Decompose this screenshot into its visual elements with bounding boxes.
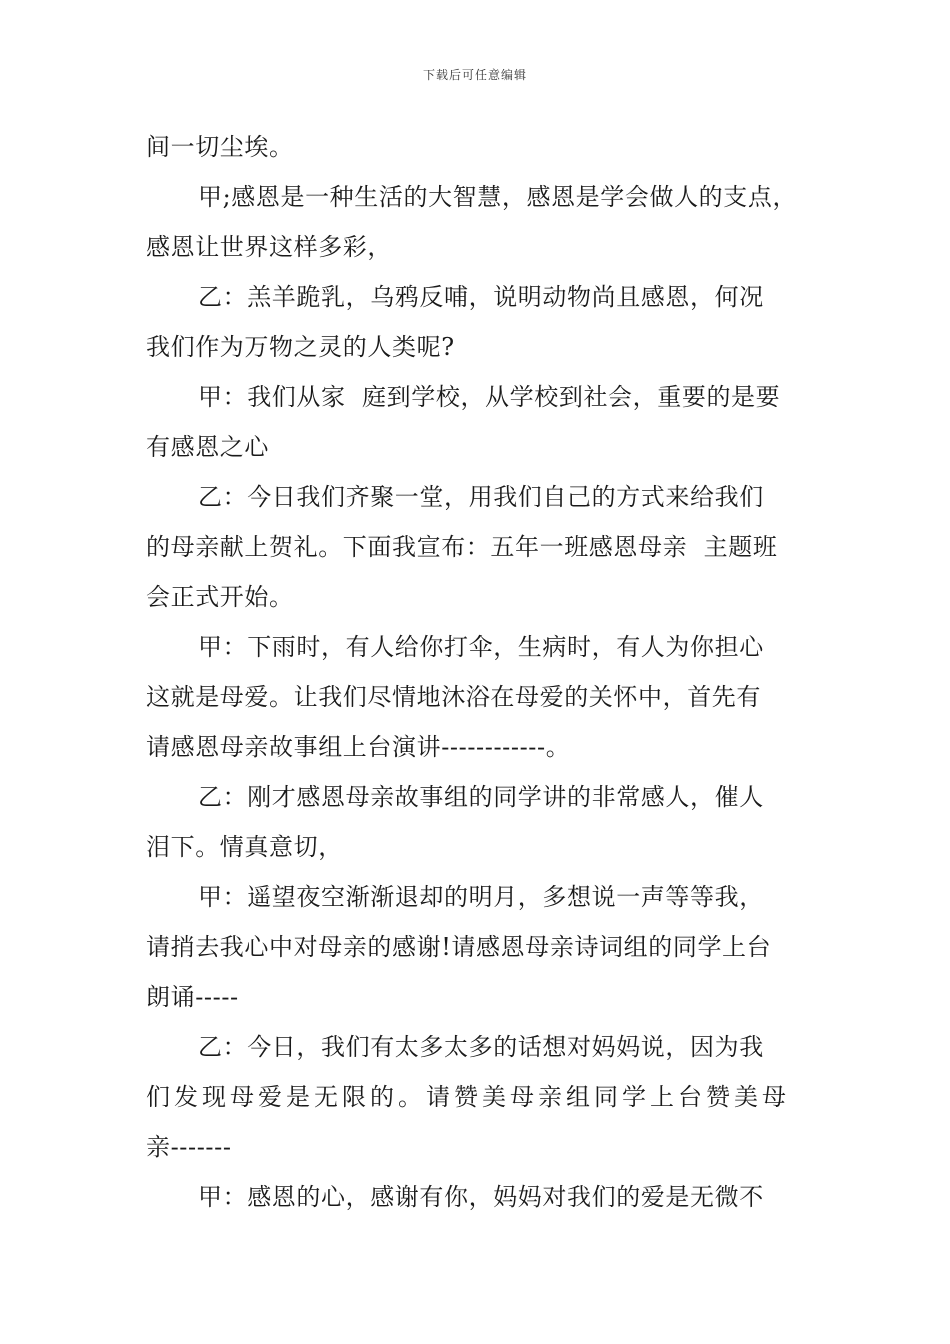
paragraph [146,1172,808,1222]
text-line: 乙：刚才感恩母亲故事组的同学讲的非常感人，催人 [198,783,764,811]
text-line: 有感恩之心 [146,433,269,461]
text-line: 甲：下雨时，有人给你打伞，生病时，有人为你担心 [198,633,764,661]
text-line: 的母亲献上贺礼。下面我宣布：五年一班感恩母亲 主题班 [146,533,778,561]
paragraph [146,372,808,472]
paragraph [146,1022,808,1172]
paragraph [146,272,808,372]
text-line: 请感恩母亲故事组上台演讲------------。 [146,733,571,761]
text-line: 请捎去我心中对母亲的感谢!请感恩母亲诗词组的同学上台 [146,933,772,961]
text-line: 我们作为万物之灵的人类呢? [146,333,455,361]
text-line: 甲：我们从家 庭到学校，从学校到社会，重要的是要 [198,383,781,411]
text-line: 乙：今日我们齐聚一堂，用我们自己的方式来给我们 [198,483,764,511]
text-line: 间一切尘埃。 [146,133,294,161]
text-line: 朗诵----- [146,983,239,1011]
paragraph [146,172,808,272]
page-header: 下载后可任意编辑 [422,68,527,82]
paragraph [146,772,808,872]
text-line: 这就是母爱。让我们尽情地沐浴在母爱的关怀中，首先有 [146,683,761,711]
text-line: 乙：羔羊跪乳，乌鸦反哺，说明动物尚且感恩，何况 [198,283,764,311]
text-line: 乙：今日，我们有太多太多的话想对妈妈说，因为我 [198,1033,764,1061]
text-line: 会正式开始。 [146,583,294,611]
text-line: 亲------- [146,1133,232,1161]
paragraph [146,872,808,1022]
text-line: 感恩让世界这样多彩， [146,233,392,261]
text-line: 甲：遥望夜空渐渐退却的明月，多想说一声等等我， [198,883,764,911]
paragraph [146,122,808,172]
paragraph [146,622,808,772]
text-line: 们发现母爱是无限的。请赞美母亲组同学上台赞美母 [146,1083,790,1111]
document-body [146,122,808,1222]
text-line: 甲;感恩是一种生活的大智慧，感恩是学会做人的支点， [198,183,798,211]
text-line: 泪下。情真意切， [146,833,343,861]
text-line: 甲：感恩的心，感谢有你，妈妈对我们的爱是无微不 [198,1183,764,1211]
paragraph [146,472,808,622]
